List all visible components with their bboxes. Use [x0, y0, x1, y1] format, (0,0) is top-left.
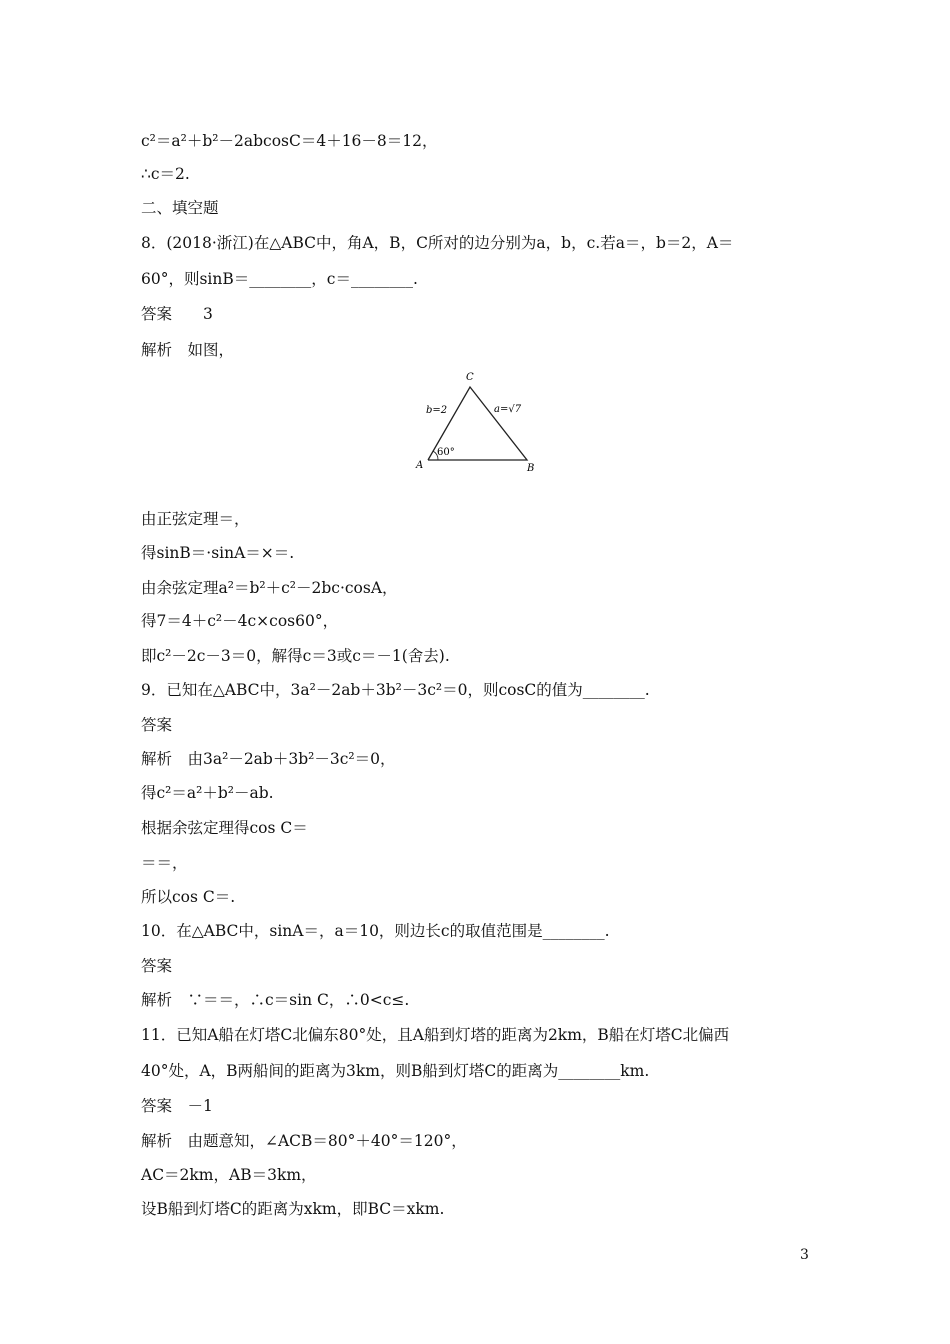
section-heading: 二、填空题	[141, 199, 219, 217]
line-fraction: ＝＝，	[141, 854, 188, 872]
question-8-cont: 60°，则sinB＝________，c＝________.	[141, 270, 418, 288]
line-c-squared: 得c²＝a²＋b²－ab.	[141, 784, 274, 802]
line-2: ∴c＝2.	[141, 165, 190, 183]
question-9: 9．已知在△ABC中，3a²－2ab＋3b²－3c²＝0，则cosC的值为________.	[141, 681, 650, 699]
line-sinb: 得sinB＝·sinA＝×＝.	[141, 544, 295, 562]
line-solve: 即c²－2c－3＝0，解得c＝3或c＝－1(舍去).	[141, 647, 450, 665]
line-equation: 得7＝4＋c²－4c×cos60°，	[141, 612, 339, 630]
triangle-figure	[410, 368, 540, 476]
line-bc: 设B船到灯塔C的距离为xkm，即BC＝xkm.	[141, 1200, 445, 1218]
page-number: 3	[800, 1247, 809, 1263]
question-11-cont: 40°处，A，B两船间的距离为3km，则B船到灯塔C的距离为________km.	[141, 1062, 650, 1080]
question-10: 10．在△ABC中，sinA＝，a＝10，则边长c的取值范围是________.	[141, 922, 610, 940]
line-ac-ab: AC＝2km，AB＝3km，	[141, 1166, 317, 1184]
answer-8: 答案 3	[141, 305, 213, 323]
vertex-b-label: B	[527, 463, 535, 474]
analysis-11: 解析 由题意知，∠ACB＝80°＋40°＝120°，	[141, 1132, 467, 1150]
vertex-a-label: A	[416, 460, 424, 471]
line-1: c²＝a²＋b²－2abcosC＝4＋16－8＝12，	[141, 132, 438, 150]
analysis-9: 解析 由3a²－2ab＋3b²－3c²＝0，	[141, 750, 396, 768]
line-cosine-law: 由余弦定理a²＝b²＋c²－2bc·cosA，	[141, 579, 398, 597]
side-a-label: a=√7	[494, 404, 522, 415]
angle-a-label: 60°	[437, 447, 455, 458]
side-b-label: b=2	[426, 405, 448, 416]
line-sine-law: 由正弦定理＝，	[141, 510, 250, 528]
analysis-8: 解析 如图，	[141, 341, 235, 359]
line-cos-c: 根据余弦定理得cos C＝	[141, 819, 308, 837]
analysis-10: 解析 ∵＝＝，∴c＝sin C，∴0<c≤.	[141, 991, 410, 1009]
answer-9: 答案	[141, 716, 173, 734]
answer-11: 答案 －1	[141, 1097, 213, 1115]
line-cos-c-result: 所以cos C＝.	[141, 888, 236, 906]
vertex-c-label: C	[466, 372, 474, 383]
question-8: 8．(2018·浙江)在△ABC中，角A，B，C所对的边分别为a，b，c.若a＝，b＝2，A＝	[141, 234, 734, 252]
question-11: 11．已知A船在灯塔C北偏东80°处，且A船到灯塔的距离为2km，B船在灯塔C北偏西	[141, 1026, 730, 1044]
answer-10: 答案	[141, 957, 173, 975]
